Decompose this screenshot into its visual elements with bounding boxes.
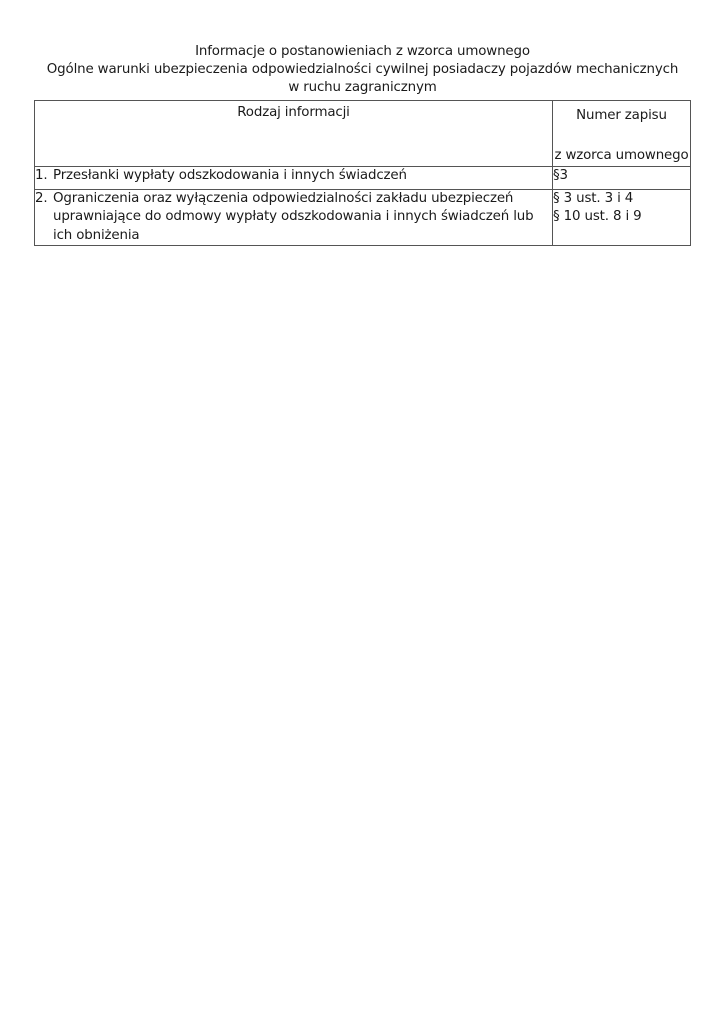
column-header-kind: [35, 101, 553, 167]
list-item: [35, 167, 552, 186]
list-item: [35, 190, 552, 246]
cell-information-kind: [35, 166, 553, 189]
column-header-kind-label: Rodzaj informacji: [237, 105, 350, 120]
header-title: Informacje o postanowieniach z wzorca umownego: [195, 44, 530, 59]
item-number: 2.: [35, 190, 48, 206]
clause-reference-line: § 10 ust. 8 i 9: [553, 209, 642, 224]
clause-reference-line: § 3 ust. 3 i 4: [553, 190, 634, 206]
information-table: [34, 100, 691, 246]
document-header: [0, 43, 725, 97]
column-header-number: [553, 101, 691, 167]
item-text: Ograniczenia oraz wyłączenia odpowiedzialności zakładu ubezpieczeń uprawniające do odmowy wypłaty odszkodowania i innych świadczeń lub ich obniżenia: [53, 190, 534, 243]
clause-reference-line: §3: [553, 167, 568, 183]
table-row: [35, 189, 691, 246]
column-header-number-line1: Numer zapisu: [576, 108, 667, 123]
cell-clause-reference: [553, 189, 691, 246]
header-subtitle-continued: w ruchu zagranicznym: [288, 80, 437, 95]
table-row: [35, 166, 691, 189]
column-header-number-line2: z wzorca umownego: [554, 148, 689, 163]
header-subtitle: Ogólne warunki ubezpieczenia odpowiedzialności cywilnej posiadaczy pojazdów mechanicznych: [46, 62, 679, 77]
column-header-number-label: [553, 101, 690, 166]
cell-clause-reference: [553, 166, 691, 189]
cell-information-kind: [35, 189, 553, 246]
item-text: Przesłanki wypłaty odszkodowania i innych świadczeń: [53, 167, 407, 183]
table-header-row: [35, 101, 691, 167]
item-number: 1.: [35, 167, 48, 183]
